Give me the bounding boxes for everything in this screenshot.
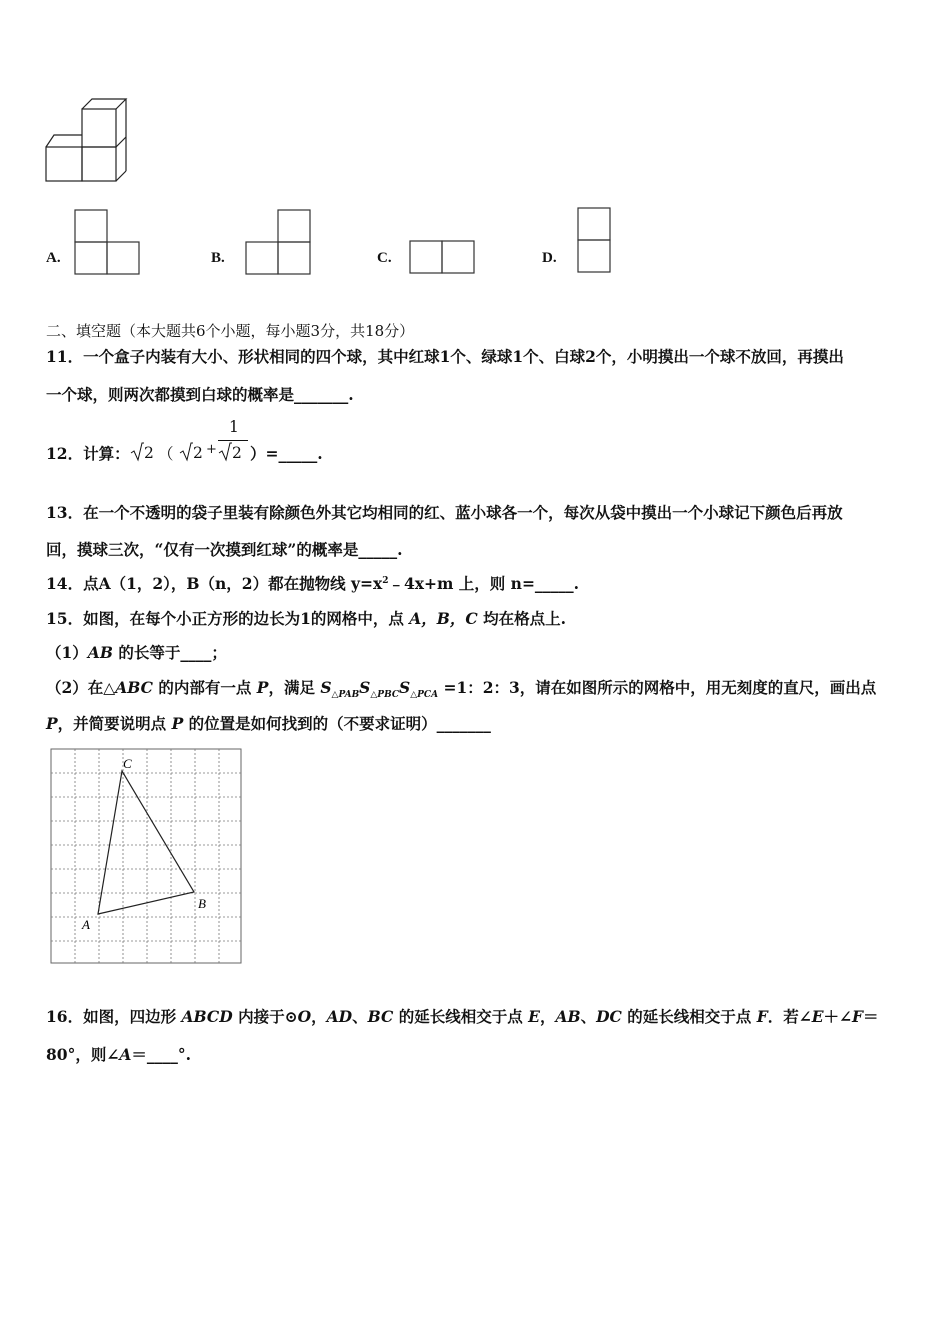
q16-ad: AD [326,1007,353,1026]
grid-figure [50,748,244,966]
label-b: B [198,896,206,911]
q14-text-b: ﹣4x+m 上，则 n=_____. [388,574,580,593]
option-c-label: C. [377,250,392,266]
question-12 [46,418,446,468]
q12-plus: + [206,442,217,457]
q16-t3: ， [311,1007,327,1026]
q15-part2-line2-end: 的位置是如何找到的（不要求证明）_______ [183,714,491,733]
q16-bc: BC [367,1007,394,1026]
q15-p2: P [46,714,58,733]
q16-t4: 、 [352,1007,368,1026]
q16-f: F [756,1007,768,1026]
question-15-part2-line2 [46,712,491,734]
q15-s3-sub: △PCA [410,690,439,701]
fraction-bar [218,440,248,441]
q12-open-paren: （ [158,445,174,463]
question-11-line2: 一个球，则两次都摸到白球的概率是_______. [46,385,354,404]
label-a: A [82,917,90,932]
cube-figure [40,95,140,187]
question-13-line2: 回，摸球三次，“仅有一次摸到红球”的概率是_____. [46,540,403,559]
label-c: C [123,756,132,771]
q12-prefix: 12．计算： [46,444,130,463]
q15-intro-end: 均在格点上. [483,609,567,628]
q16-f2: F [852,1007,864,1026]
sqrt-symbol [130,442,144,462]
q14-sup: 2 [382,575,389,586]
q12-close: ）=_____. [250,444,323,463]
question-16-line2 [46,1043,191,1065]
question-15-intro [46,607,566,629]
q16-dc: DC [596,1007,622,1026]
q15-part1-text: 的长等于____； [112,643,227,662]
q16-t10: ＋∠ [823,1007,853,1026]
option-a-label: A. [46,250,61,266]
q15-part2-text: 的内部有一点 [152,678,257,697]
q16-t12: 80°，则∠ [46,1045,120,1064]
q15-s1-sub: △PAB [331,690,360,701]
option-d-label: D. [542,250,557,266]
triangle-abc [98,771,194,914]
q16-ab: AB [555,1007,581,1026]
question-14 [46,572,579,594]
question-15-part1 [46,641,227,663]
q15-part1-num: （1） [46,643,88,662]
question-15-part2-line1 [46,676,876,700]
sqrt-symbol [218,442,232,462]
q15-part2-text-d: =1：2：3，请在如图所示的网格中，用无刻度的直尺，画出点 [438,678,877,697]
q12-sqrt2-c: 2 [232,444,242,462]
question-13-line1: 13．在一个不透明的袋子里装有除颜色外其它均相同的红、蓝小球各一个，每次从袋中摸出一个小球记下颜色后再放 [46,503,843,522]
q16-t6: ， [539,1007,556,1026]
option-a-figure [72,208,142,276]
q15-part2-text-c: ，满足 [268,678,321,697]
q16-e2: E [811,1007,824,1026]
option-c-figure [407,239,477,276]
q16-abcd: ABCD [181,1007,233,1026]
q16-t2: 内接于⊙ [232,1007,298,1026]
q15-s3: S [399,678,411,697]
q15-s2: S [359,678,371,697]
q16-a: A [119,1045,132,1064]
q15-abc: ABC [115,678,153,697]
q15-intro-text: 15．如图，在每个小正方形的边长为1的网格中，点 [46,609,404,628]
q14-text-a: 14．点A（1，2），B（n，2）都在抛物线 y=x [46,574,383,593]
option-b-label: B. [211,250,225,266]
q15-points: A，B，C [409,609,478,628]
q16-o: O [297,1007,312,1026]
option-b-figure [243,208,313,276]
section-heading: 二、填空题（本大题共6个小题，每小题3分，共18分） [46,322,415,340]
q12-sqrt2-b: 2 [193,444,203,462]
q16-e: E [528,1007,540,1026]
option-d-figure [575,206,613,276]
q16-t1: 16．如图，四边形 [46,1007,182,1026]
q16-t9: ．若∠ [767,1007,812,1026]
q12-numerator: 1 [229,418,239,436]
q16-t5: 的延长线相交于点 [393,1007,529,1026]
q16-t13: ＝____°. [131,1045,191,1064]
q15-part2-line2-text: ，并简要说明点 [57,714,172,733]
q16-t7: 、 [580,1007,597,1026]
sqrt-symbol [179,442,193,462]
q15-s2-sub: △PBC [370,690,400,701]
q15-part2-num: （2）在△ [46,678,116,697]
q15-s1: S [320,678,332,697]
q12-sqrt2-a: 2 [144,444,154,462]
q15-part1-ab: AB [87,643,113,662]
q15-p3: P [171,714,184,733]
q15-p: P [256,678,269,697]
q16-t8: 的延长线相交于点 [621,1007,757,1026]
q16-t11: ＝ [863,1007,879,1026]
question-11-line1: 11．一个盒子内装有大小、形状相同的四个球，其中红球1个、绿球1个、白球2个，小明摸出一个球不放回，再摸出 [46,347,844,366]
question-16-line1 [46,1005,879,1027]
